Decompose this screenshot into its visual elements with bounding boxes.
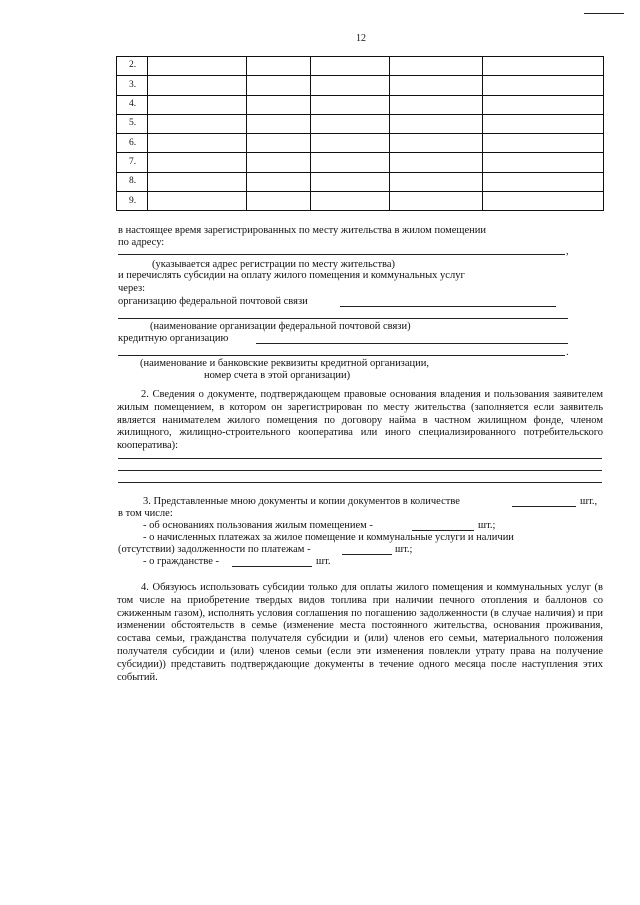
table-cell[interactable]: [247, 153, 311, 172]
table-row: [117, 114, 604, 133]
postal-input-line[interactable]: [340, 306, 556, 307]
table-cell[interactable]: [247, 57, 311, 76]
section-3-item1: - об основаниях пользования жилым помещением -: [143, 520, 373, 531]
row-number-cell: 6.: [117, 134, 148, 153]
table-cell[interactable]: [483, 134, 604, 153]
table-cell[interactable]: [311, 153, 390, 172]
address-input-line[interactable]: [118, 254, 565, 255]
table-row: [117, 172, 604, 191]
section-3-item1-count[interactable]: [412, 530, 474, 531]
section-2-input-line-2[interactable]: [118, 470, 602, 471]
table-cell[interactable]: [390, 172, 483, 191]
row-number-cell: 4.: [117, 95, 148, 114]
table-cell[interactable]: [311, 114, 390, 133]
table-cell[interactable]: [483, 95, 604, 114]
row-number-cell: 5.: [117, 114, 148, 133]
section-3-item2-count[interactable]: [342, 554, 392, 555]
section-2-input-line-3[interactable]: [118, 482, 602, 483]
page-number: 12: [356, 33, 366, 44]
credit-label: кредитную организацию: [118, 333, 229, 344]
credit-input-line-2[interactable]: [118, 355, 565, 356]
section-3-item2-unit: шт.;: [395, 544, 413, 555]
postal-input-line-2[interactable]: [118, 318, 568, 319]
table-cell[interactable]: [247, 134, 311, 153]
table-cell[interactable]: [148, 114, 247, 133]
table-cell[interactable]: [311, 134, 390, 153]
section-2-paragraph: 2. Сведения о документе, подтверждающем правовые основания владения и пользования заявителем жилым помещением, в котором он зарегистрирован по месту жительства (заполняется если заявитель является нанимателем жилого помещения по договору найма в частном жилищном фонде, членом жилищного, жилищно-строительного кооператива или иного специализированного потребительского кооператива):: [117, 389, 603, 452]
row-number-cell: 9.: [117, 192, 148, 211]
table-row: [117, 95, 604, 114]
table-cell[interactable]: [483, 192, 604, 211]
table-cell[interactable]: [247, 76, 311, 95]
section-3-including: в том числе:: [118, 508, 173, 519]
table-row: [117, 134, 604, 153]
table-cell[interactable]: [148, 76, 247, 95]
credit-input-line[interactable]: [256, 343, 568, 344]
table-row: [117, 192, 604, 211]
table-cell[interactable]: [390, 153, 483, 172]
credit-caption-line1: (наименование и банковские реквизиты кредитной организации,: [140, 358, 429, 369]
section-3-unit: шт.,: [580, 496, 598, 507]
postal-caption: (наименование организации федеральной почтовой связи): [150, 321, 411, 332]
transfer-line1: и перечислять субсидии на оплату жилого помещения и коммунальных услуг: [118, 270, 465, 281]
table-cell[interactable]: [148, 153, 247, 172]
address-line-end: ,: [566, 246, 569, 257]
table-cell[interactable]: [390, 192, 483, 211]
table-cell[interactable]: [390, 95, 483, 114]
table-cell[interactable]: [390, 114, 483, 133]
section-3-item2-line1: - о начисленных платежах за жилое помещение и коммунальные услуги и наличии: [143, 532, 514, 543]
table-row: [117, 153, 604, 172]
table-cell[interactable]: [311, 57, 390, 76]
section-3-item3-unit: шт.: [316, 556, 331, 567]
transfer-line2: через:: [118, 283, 146, 294]
top-right-rule: [584, 13, 624, 14]
table-cell[interactable]: [247, 114, 311, 133]
row-number-cell: 2.: [117, 57, 148, 76]
table-cell[interactable]: [483, 172, 604, 191]
section-3-total-count[interactable]: [512, 506, 576, 507]
table-cell[interactable]: [247, 192, 311, 211]
section-4-paragraph: 4. Обязуюсь использовать субсидии только для оплаты жилого помещения и коммунальных услуг (в том числе на приобретение твердых видов топлива при наличии печного отопления и баллонов со сжиженным газом), исполнять условия соглашения по погашению задолженности (в случае наличия) и при изменении обстоятельств в семье (изменение места постоянного жительства, основания проживания, состава семьи, гражданства получателя субсидии и (или) членов его семьи, материального положения получателя субсидии и (или) членов семьи (если эти изменения повлекли утрату права на получение субсидии)) представить подтверждающие документы в течение одного месяца после наступления этих событий.: [117, 582, 603, 683]
table-cell[interactable]: [311, 192, 390, 211]
section-3-intro: 3. Представленные мною документы и копии документов в количестве: [143, 496, 460, 507]
table-cell[interactable]: [390, 134, 483, 153]
row-number-cell: 7.: [117, 153, 148, 172]
section-3-item1-unit: шт.;: [478, 520, 496, 531]
section-2-input-line-1[interactable]: [118, 458, 602, 459]
credit-line-end: .: [566, 347, 569, 358]
table-cell[interactable]: [148, 172, 247, 191]
family-members-table: [116, 56, 604, 211]
address-intro-line1: в настоящее время зарегистрированных по месту жительства в жилом помещении: [118, 225, 487, 236]
row-number-cell: 3.: [117, 76, 148, 95]
table-cell[interactable]: [311, 172, 390, 191]
table-cell[interactable]: [148, 192, 247, 211]
postal-label: организацию федеральной почтовой связи: [118, 296, 308, 307]
table-cell[interactable]: [311, 95, 390, 114]
table-cell[interactable]: [483, 153, 604, 172]
table-cell[interactable]: [148, 95, 247, 114]
row-number-cell: 8.: [117, 172, 148, 191]
table-cell[interactable]: [247, 172, 311, 191]
table-cell[interactable]: [311, 76, 390, 95]
table-cell[interactable]: [247, 95, 311, 114]
table-cell[interactable]: [148, 57, 247, 76]
address-caption: (указывается адрес регистрации по месту жительства): [152, 259, 396, 270]
table-cell[interactable]: [390, 57, 483, 76]
table-cell[interactable]: [483, 76, 604, 95]
table-cell[interactable]: [390, 76, 483, 95]
address-intro-line2: по адресу:: [118, 237, 165, 248]
table-cell[interactable]: [148, 134, 247, 153]
section-3-item3-count[interactable]: [232, 566, 312, 567]
section-3-item2-line2: (отсутствии) задолженности по платежам -: [118, 544, 311, 555]
table-cell[interactable]: [483, 57, 604, 76]
table-cell[interactable]: [483, 114, 604, 133]
section-3-item3: - о гражданстве -: [143, 556, 220, 567]
table-row: [117, 76, 604, 95]
table-row: [117, 57, 604, 76]
credit-caption-line2: номер счета в этой организации): [204, 370, 351, 381]
